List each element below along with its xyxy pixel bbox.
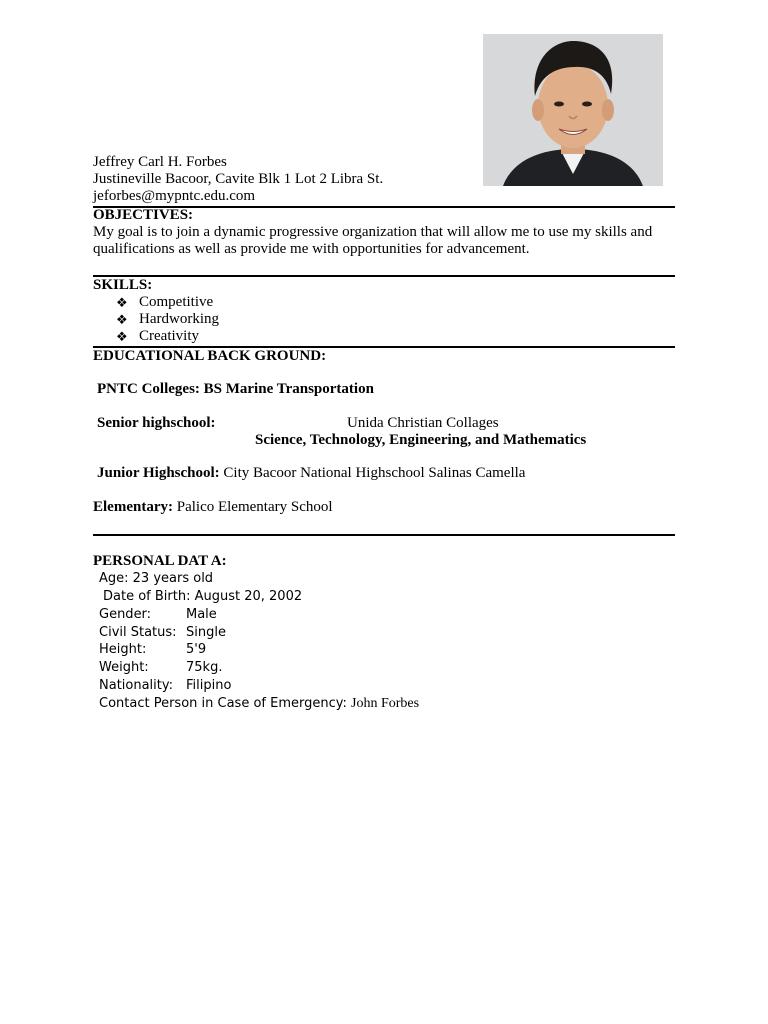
- dob-line: Date of Birth: August 20, 2002: [103, 589, 303, 604]
- emergency-contact: [99, 695, 419, 712]
- senior-label: Senior highschool:: [97, 415, 216, 431]
- civil-status-value: Single: [186, 625, 226, 640]
- height-value: 5'9: [186, 642, 207, 657]
- skills-heading: SKILLS:: [93, 277, 153, 293]
- civil-status-label: Civil Status:: [99, 625, 177, 640]
- objectives-text: My goal is to join a dynamic progressive organization that will allow me to use my skills and qualifications as well as provide me with opportunities for advancement.: [93, 224, 653, 257]
- applicant-address: Justineville Bacoor, Cavite Blk 1 Lot 2 Libra St.: [93, 171, 384, 187]
- bullet-icon: ❖: [116, 312, 128, 327]
- objectives-heading: OBJECTIVES:: [93, 207, 194, 223]
- bullet-icon: ❖: [116, 329, 128, 344]
- gender-label: Gender:: [99, 607, 152, 622]
- education-heading: EDUCATIONAL BACK GROUND:: [93, 348, 327, 364]
- senior-strand: Science, Technology, Engineering, and Mathematics: [255, 432, 587, 448]
- emergency-contact-value: John Forbes: [351, 696, 420, 711]
- height-label: Height:: [99, 642, 147, 657]
- bullet-icon: ❖: [116, 295, 128, 310]
- divider: [93, 275, 675, 277]
- gender-value: Male: [186, 607, 217, 622]
- junior-school: City Bacoor National Highschool Salinas Camella: [223, 465, 526, 481]
- junior-label: Junior Highschool:: [97, 465, 220, 481]
- skill-item: Creativity: [139, 328, 199, 344]
- age-line: Age: 23 years old: [99, 571, 214, 586]
- nationality-label: Nationality:: [99, 678, 174, 693]
- skill-item: Competitive: [139, 294, 214, 310]
- weight-label: Weight:: [99, 660, 149, 675]
- skill-item: Hardworking: [139, 311, 219, 327]
- emergency-contact-label: Contact Person in Case of Emergency:: [99, 696, 347, 711]
- applicant-email: jeforbes@mypntc.edu.com: [93, 188, 256, 204]
- elementary-label: Elementary:: [93, 499, 173, 515]
- college-entry: PNTC Colleges: BS Marine Transportation: [97, 381, 374, 397]
- personal-heading: PERSONAL DAT A:: [93, 553, 227, 569]
- senior-school: Unida Christian Collages: [347, 415, 499, 431]
- nationality-value: Filipino: [186, 678, 232, 693]
- applicant-name: Jeffrey Carl H. Forbes: [93, 154, 227, 170]
- weight-value: 75kg.: [186, 660, 223, 675]
- profile-photo: [483, 34, 663, 186]
- elementary-entry: [93, 499, 333, 516]
- divider: [93, 534, 675, 536]
- elementary-school: Palico Elementary School: [176, 499, 333, 515]
- junior-entry: [97, 465, 525, 482]
